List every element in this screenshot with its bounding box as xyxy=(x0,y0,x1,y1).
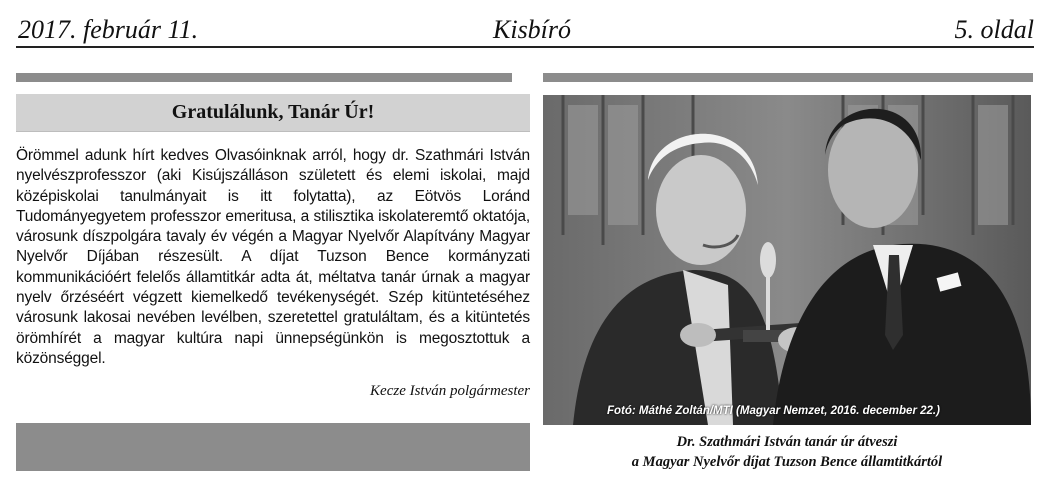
award-photo-image xyxy=(543,95,1031,425)
article-headline: Gratulálunk, Tanár Úr! xyxy=(171,101,375,123)
decorative-bar-right xyxy=(543,73,1033,82)
caption-line-2: a Magyar Nyelvőr díjat Tuzson Bence államtitkártól xyxy=(631,454,943,470)
article-body: Örömmel adunk hírt kedves Olvasóinknak arról, hogy dr. Szathmári István nyelvészprofesszor (aki Kisújszálláson született és elemi iskolai, majd középiskolai tanulmányait is itt folytatta), az Eötvös Loránd Tudományegyetem professzor emeritusa, a stilisztika iskolateremtő oktatója, városunk díszpolgára tavaly év végén a Magyar Nyelvőr Alapítvány Magyar Nyelvőr Díjában részesült. A díjat Tuzson Bence kormányzati kommunikációért felelős államtitkár adta át, méltatva tanár úrnak a magyar nyelv őrzéséért végzett kiemelkedő tevékenységét. Szép kitüntetéséhez városunk lakosai nevében levélben, szeretettel gratuláltam, és a kitüntetés örömhírét a magyar kultúra napi ünnepségünkön is megosztottuk a közönséggel. xyxy=(16,147,530,367)
award-photo xyxy=(543,95,1031,425)
caption-line-1: Dr. Szathmári István tanár úr átveszi xyxy=(676,434,898,450)
issue-date: 2017. február 11. xyxy=(18,15,199,44)
decorative-bar-bottom xyxy=(16,423,530,471)
decorative-bar-left xyxy=(16,73,512,82)
article-signature: Kecze István polgármester xyxy=(370,383,530,399)
photo-caption xyxy=(543,432,1031,472)
photo-credit: Fotó: Máthé Zoltán/MTI (Magyar Nemzet, 2016. december 22.) xyxy=(607,405,940,417)
page-number: 5. oldal xyxy=(954,15,1034,44)
headline-box xyxy=(16,94,530,132)
page-header xyxy=(16,14,1034,48)
publication-title: Kisbíró xyxy=(493,15,572,44)
